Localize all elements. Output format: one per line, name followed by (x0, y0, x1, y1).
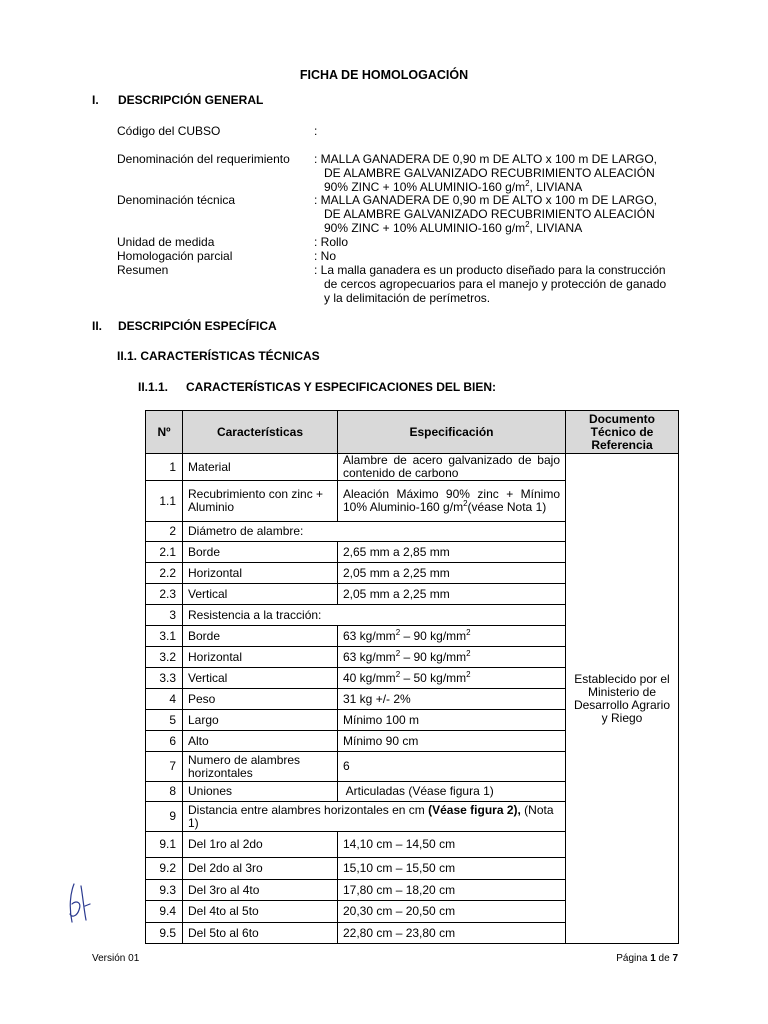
denominacion-requerimiento-label: Denominación del requerimiento (117, 152, 290, 166)
header-especificacion: Especificación (338, 411, 566, 454)
denominacion-tecnica-line1: : MALLA GANADERA DE 0,90 m DE ALTO x 100 m DE LARGO, (314, 193, 658, 207)
row-caracteristica: Material (183, 454, 338, 481)
table-row (146, 454, 679, 481)
header-caracteristicas: Características (183, 411, 338, 454)
row-number: 1 (146, 454, 183, 481)
row-especificacion: 2,05 mm a 2,25 mm (338, 563, 566, 584)
row-number: 6 (146, 731, 183, 752)
row-number: 2 (146, 522, 183, 542)
row-caracteristica: Distancia entre alambres horizontales en cm (Véase figura 2), (Nota 1) (183, 802, 566, 832)
document-title: FICHA DE HOMOLOGACIÓN (299, 68, 469, 82)
row-number: 2.3 (146, 584, 183, 605)
row-especificacion: 15,10 cm – 15,50 cm (338, 858, 566, 880)
resumen-line2: de cercos agropecuarios para el manejo y protección de ganado (324, 277, 667, 291)
specifications-table (145, 410, 679, 944)
subsubsection-numeral: II.1.1. (138, 380, 169, 394)
denominacion-tecnica-line2: DE ALAMBRE GALVANIZADO RECUBRIMIENTO ALEACIÓN (324, 207, 655, 221)
denominacion-requerimiento-line3: 90% ZINC + 10% ALUMINIO-160 $g/m^2$, LIVIANA (324, 179, 583, 194)
resumen-line1: : La malla ganadera es un producto diseñado para la construcción (314, 263, 666, 277)
row-caracteristica: Peso (183, 689, 338, 710)
row-caracteristica: Borde (183, 542, 338, 563)
reference-document-cell: Establecido por el Ministerio de Desarrollo Agrario y Riego (566, 454, 679, 944)
row-caracteristica: Largo (183, 710, 338, 731)
row-number: 9.3 (146, 880, 183, 901)
row-especificacion: Alambre de acero galvanizado de bajo contenido de carbono (338, 454, 566, 481)
codigo-value: : (314, 124, 318, 138)
homologacion-value: : No (314, 249, 337, 263)
row-number: 3.2 (146, 647, 183, 668)
row-number: 1.1 (146, 481, 183, 522)
row-number: 9.5 (146, 923, 183, 944)
row-especificacion: 17,80 cm – 18,20 cm (338, 880, 566, 901)
header-num: Nº (146, 411, 183, 454)
row-number: 7 (146, 752, 183, 782)
unidad-label: Unidad de medida (117, 235, 215, 249)
row-number: 3.3 (146, 668, 183, 689)
unidad-value: : Rollo (314, 235, 349, 249)
row-caracteristica: Diámetro de alambre: (183, 522, 566, 542)
resumen-line3: y la delimitación de perímetros. (324, 291, 491, 305)
row-caracteristica: Numero de alambres horizontales (183, 752, 338, 782)
row-number: 8 (146, 782, 183, 802)
row-especificacion: 22,80 cm – 23,80 cm (338, 923, 566, 944)
row-number: 9.1 (146, 832, 183, 858)
row-number: 9.2 (146, 858, 183, 880)
row-especificacion: 2,05 mm a 2,25 mm (338, 584, 566, 605)
row-number: 9 (146, 802, 183, 832)
row-caracteristica: Horizontal (183, 563, 338, 584)
row-number: 3 (146, 605, 183, 626)
row-number: 9.4 (146, 901, 183, 923)
handwritten-signature (66, 880, 92, 928)
row-especificacion: 63 $kg/mm^2 - 90$ $kg/mm^2$ (338, 626, 566, 647)
row-especificacion: Mínimo 100 m (338, 710, 566, 731)
codigo-label: Código del CUBSO (117, 124, 221, 138)
section-2-heading: DESCRIPCIÓN ESPECÍFICA (118, 319, 277, 333)
row-especificacion: 31 kg +/- 2% (338, 689, 566, 710)
row-caracteristica: Vertical (183, 668, 338, 689)
row-especificacion: 6 (338, 752, 566, 782)
row-especificacion: Mínimo 90 cm (338, 731, 566, 752)
row-caracteristica: Alto (183, 731, 338, 752)
denominacion-requerimiento-line2: DE ALAMBRE GALVANIZADO RECUBRIMIENTO ALEACIÓN (324, 166, 655, 180)
row-number: 2.2 (146, 563, 183, 584)
section-1-heading: DESCRIPCIÓN GENERAL (118, 93, 264, 107)
row-number: 4 (146, 689, 183, 710)
row-caracteristica: Resistencia a la tracción: (183, 605, 566, 626)
row-caracteristica: Vertical (183, 584, 338, 605)
subsection-heading: II.1. CARACTERÍSTICAS TÉCNICAS (117, 349, 320, 363)
denominacion-requerimiento-line1: : MALLA GANADERA DE 0,90 m DE ALTO x 100 m DE LARGO, (314, 152, 658, 166)
row-caracteristica: Borde (183, 626, 338, 647)
section-1-numeral: I. (92, 93, 99, 107)
row-especificacion: Articuladas (Véase figura 1) (338, 782, 566, 802)
row-caracteristica: Uniones (183, 782, 338, 802)
header-documento-referencia: Documento Técnico de Referencia (566, 411, 679, 454)
row-number: 2.1 (146, 542, 183, 563)
row-caracteristica: Del 3ro al 4to (183, 880, 338, 901)
row-caracteristica: Horizontal (183, 647, 338, 668)
denominacion-tecnica-label: Denominación técnica (117, 193, 236, 207)
row-number: 3.1 (146, 626, 183, 647)
row-caracteristica: Recubrimiento con zinc + Aluminio (183, 481, 338, 522)
row-caracteristica: Del 2do al 3ro (183, 858, 338, 880)
row-especificacion: 2,65 mm a 2,85 mm (338, 542, 566, 563)
section-2-numeral: II. (92, 319, 103, 333)
row-caracteristica: Del 1ro al 2do (183, 832, 338, 858)
subsubsection-heading: CARACTERÍSTICAS Y ESPECIFICACIONES DEL BIEN: (186, 380, 497, 394)
row-especificacion: 20,30 cm – 20,50 cm (338, 901, 566, 923)
table-header-row (146, 411, 679, 454)
document-version: Versión 01 (92, 953, 140, 964)
row-especificacion: 40 $kg/mm^2 - 50$ $kg/mm^2$ (338, 668, 566, 689)
page-number: Página 1 de 7 (616, 953, 678, 964)
row-caracteristica: Del 5to al 6to (183, 923, 338, 944)
row-caracteristica: Del 4to al 5to (183, 901, 338, 923)
row-especificacion: 63 $kg/mm^2 - 90$ $kg/mm^2$ (338, 647, 566, 668)
denominacion-tecnica-line3: 90% ZINC + 10% ALUMINIO-160 $g/m^2$, LIVIANA (324, 220, 583, 235)
homologacion-label: Homologación parcial (117, 249, 233, 263)
row-especificacion: 14,10 cm – 14,50 cm (338, 832, 566, 858)
row-especificacion: Aleación Máximo 90% zinc + Mínimo 10% Aluminio-160 $g/m^2(véase$ Nota 1) (338, 481, 566, 522)
resumen-label: Resumen (117, 263, 169, 277)
row-number: 5 (146, 710, 183, 731)
